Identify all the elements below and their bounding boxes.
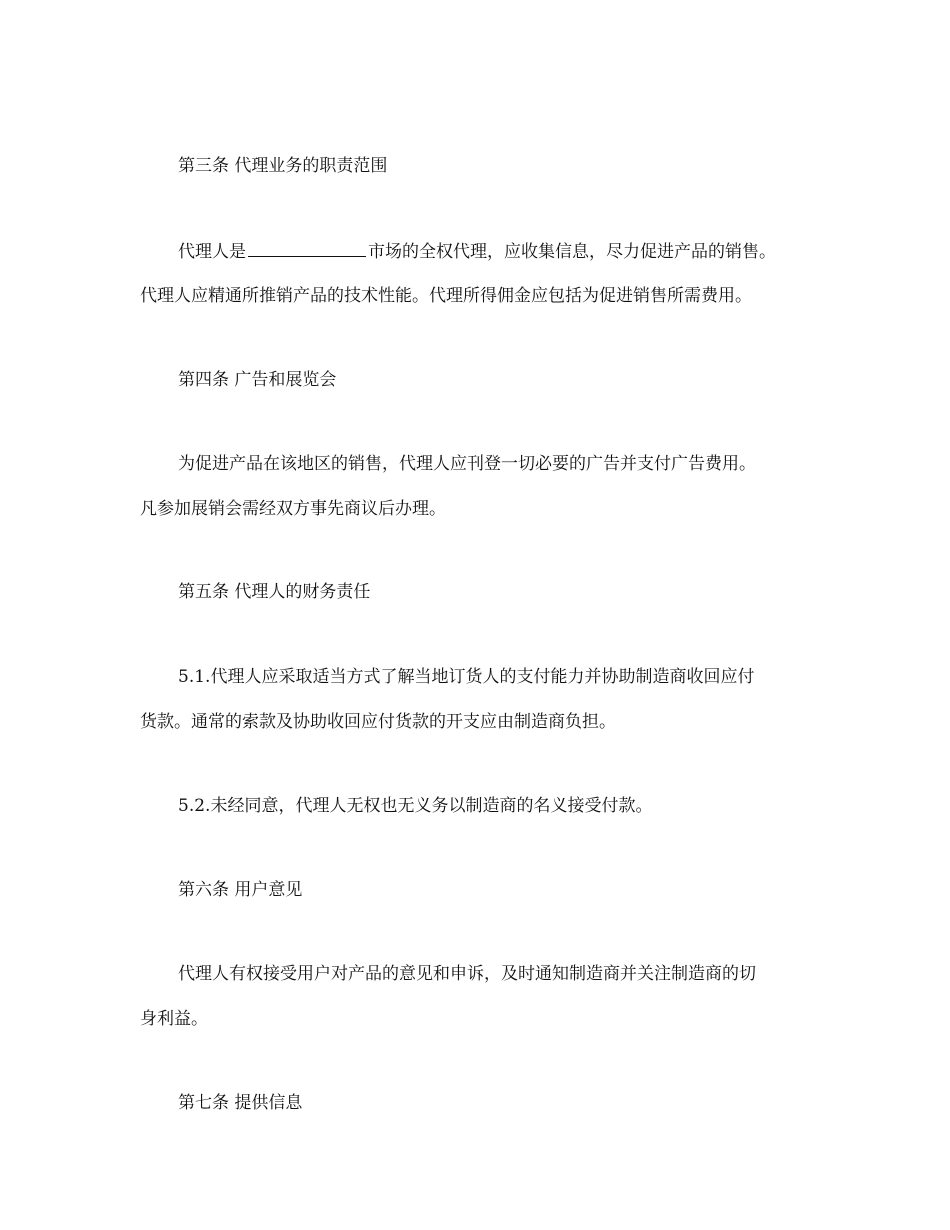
paragraph-line: 5.1.代理人应采取适当方式了解当地订货人的支付能力并协助制造商收回应付 [178,667,755,687]
paragraph-text: 市场的全权代理，应收集信息，尽力促进产品的销售。 [368,242,776,262]
fill-in-blank[interactable] [248,240,366,257]
section-heading-7: 第七条 提供信息 [178,1093,303,1113]
paragraph-line: 5.2.未经同意，代理人无权也无义务以制造商的名义接受付款。 [178,796,653,816]
paragraph-line: 为促进产品在该地区的销售，代理人应刊登一切必要的广告并支付广告费用。 [178,454,756,474]
section-heading-5: 第五条 代理人的财务责任 [178,582,371,602]
paragraph-line: 货款。通常的索款及协助收回应付货款的开支应由制造商负担。 [140,712,616,732]
paragraph-text: 代理人是 [178,242,246,262]
paragraph-line: 代理人应精通所推销产品的技术性能。代理所得佣金应包括为促进销售所需费用。 [140,286,752,306]
paragraph-line: 凡参加展销会需经双方事先商议后办理。 [140,499,446,519]
section-heading-6: 第六条 用户意见 [178,880,303,900]
paragraph-line [178,240,820,262]
section-heading-4: 第四条 广告和展览会 [178,370,337,390]
paragraph-line: 代理人有权接受用户对产品的意见和申诉，及时通知制造商并关注制造商的切 [178,964,756,984]
paragraph-line: 身利益。 [140,1009,208,1029]
section-heading-3: 第三条 代理业务的职责范围 [178,156,388,176]
